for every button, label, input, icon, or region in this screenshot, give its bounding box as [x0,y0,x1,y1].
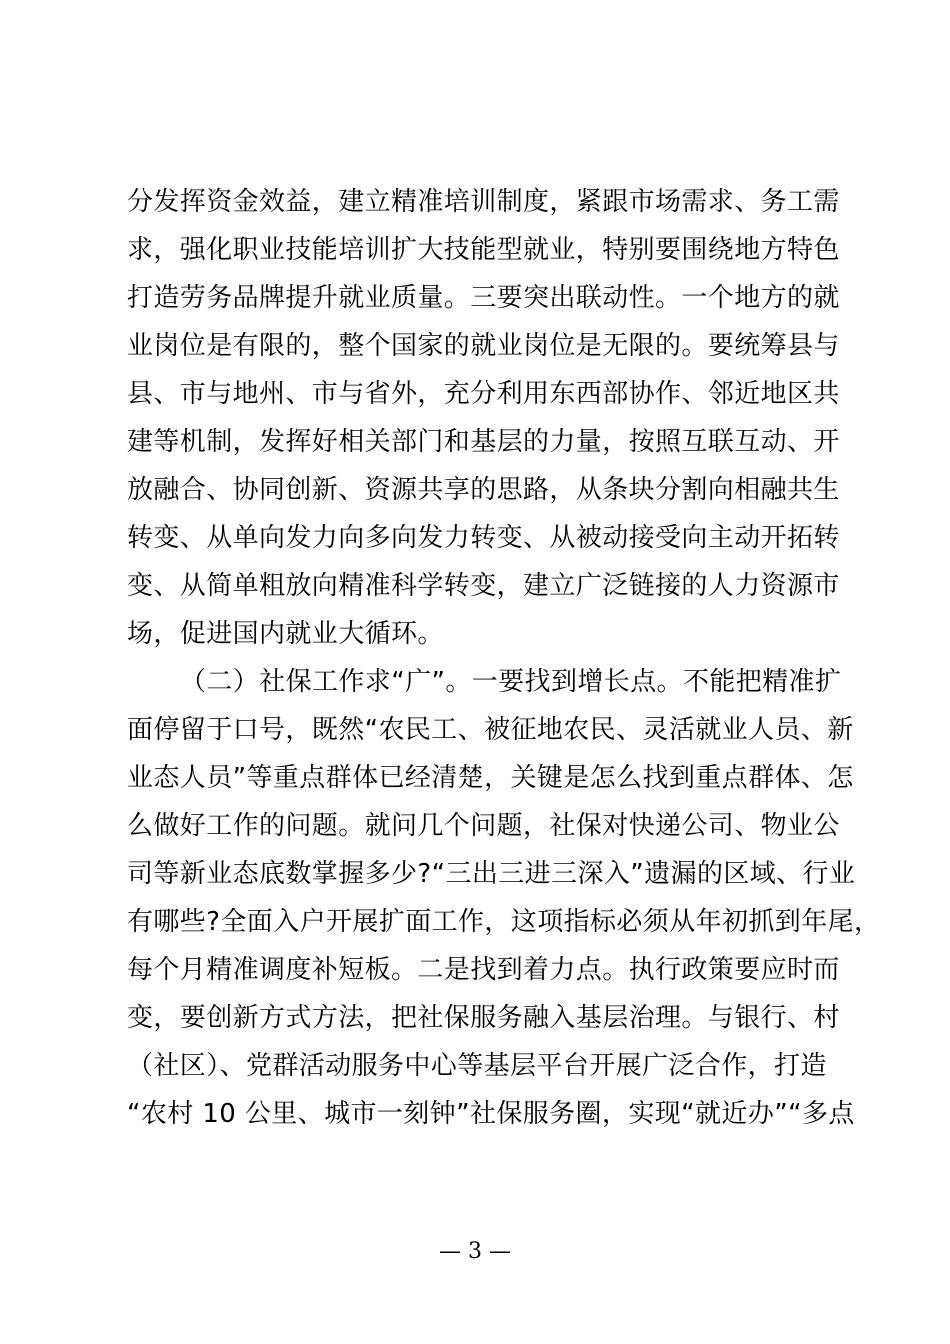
text-line: 县、市与地州、市与省外，充分利用东西部协作、邻近地区共 [127,379,840,409]
text-line: 建等机制，发挥好相关部门和基层的力量，按照互联互动、开 [127,427,840,457]
text-line: 业岗位是有限的，整个国家的就业岗位是无限的。要统筹县与 [127,331,840,361]
text-line: 求，强化职业技能培训扩大技能型就业，特别要围绕地方特色 [127,235,840,265]
text-line: 业态人员”等重点群体已经清楚，关键是怎么找到重点群体、怎 [127,763,854,793]
text-line: 么做好工作的问题。就问几个问题，社保对快递公司、物业公 [127,811,840,841]
text-line: 有哪些?全面入户开展扩面工作，这项指标必须从年初抓到年尾， [127,907,881,937]
section-heading-line: （二）社保工作求“广”。一要找到增长点。不能把精准扩 [180,667,842,697]
page-number: — 3 — [439,1239,511,1264]
text-line: 打造劳务品牌提升就业质量。三要突出联动性。一个地方的就 [127,283,840,313]
text-line: 转变、从单向发力向多向发力转变、从被动接受向主动开拓转 [127,523,840,553]
text-line: 面停留于口号，既然“农民工、被征地农民、灵活就业人员、新 [127,715,854,745]
text-line: 变，要创新方式方法，把社保服务融入基层治理。与银行、村 [127,1003,840,1033]
text-line: 场，促进国内就业大循环。 [127,619,444,649]
text-line: “农村 10 公里、城市一刻钟”社保服务圈，实现“就近办”“多点 [127,1099,855,1129]
text-line: 分发挥资金效益，建立精准培训制度，紧跟市场需求、务工需 [127,187,840,217]
text-line: 放融合、协同创新、资源共享的思路，从条块分割向相融共生 [127,475,840,505]
text-line: 变、从简单粗放向精准科学转变，建立广泛链接的人力资源市 [127,571,840,601]
text-line: （社区）、党群活动服务中心等基层平台开展广泛合作，打造 [127,1051,827,1081]
text-line: 每个月精准调度补短板。二是找到着力点。执行政策要应时而 [127,955,840,985]
text-line: 司等新业态底数掌握多少?“三出三进三深入”遗漏的区域、行业 [127,859,856,889]
